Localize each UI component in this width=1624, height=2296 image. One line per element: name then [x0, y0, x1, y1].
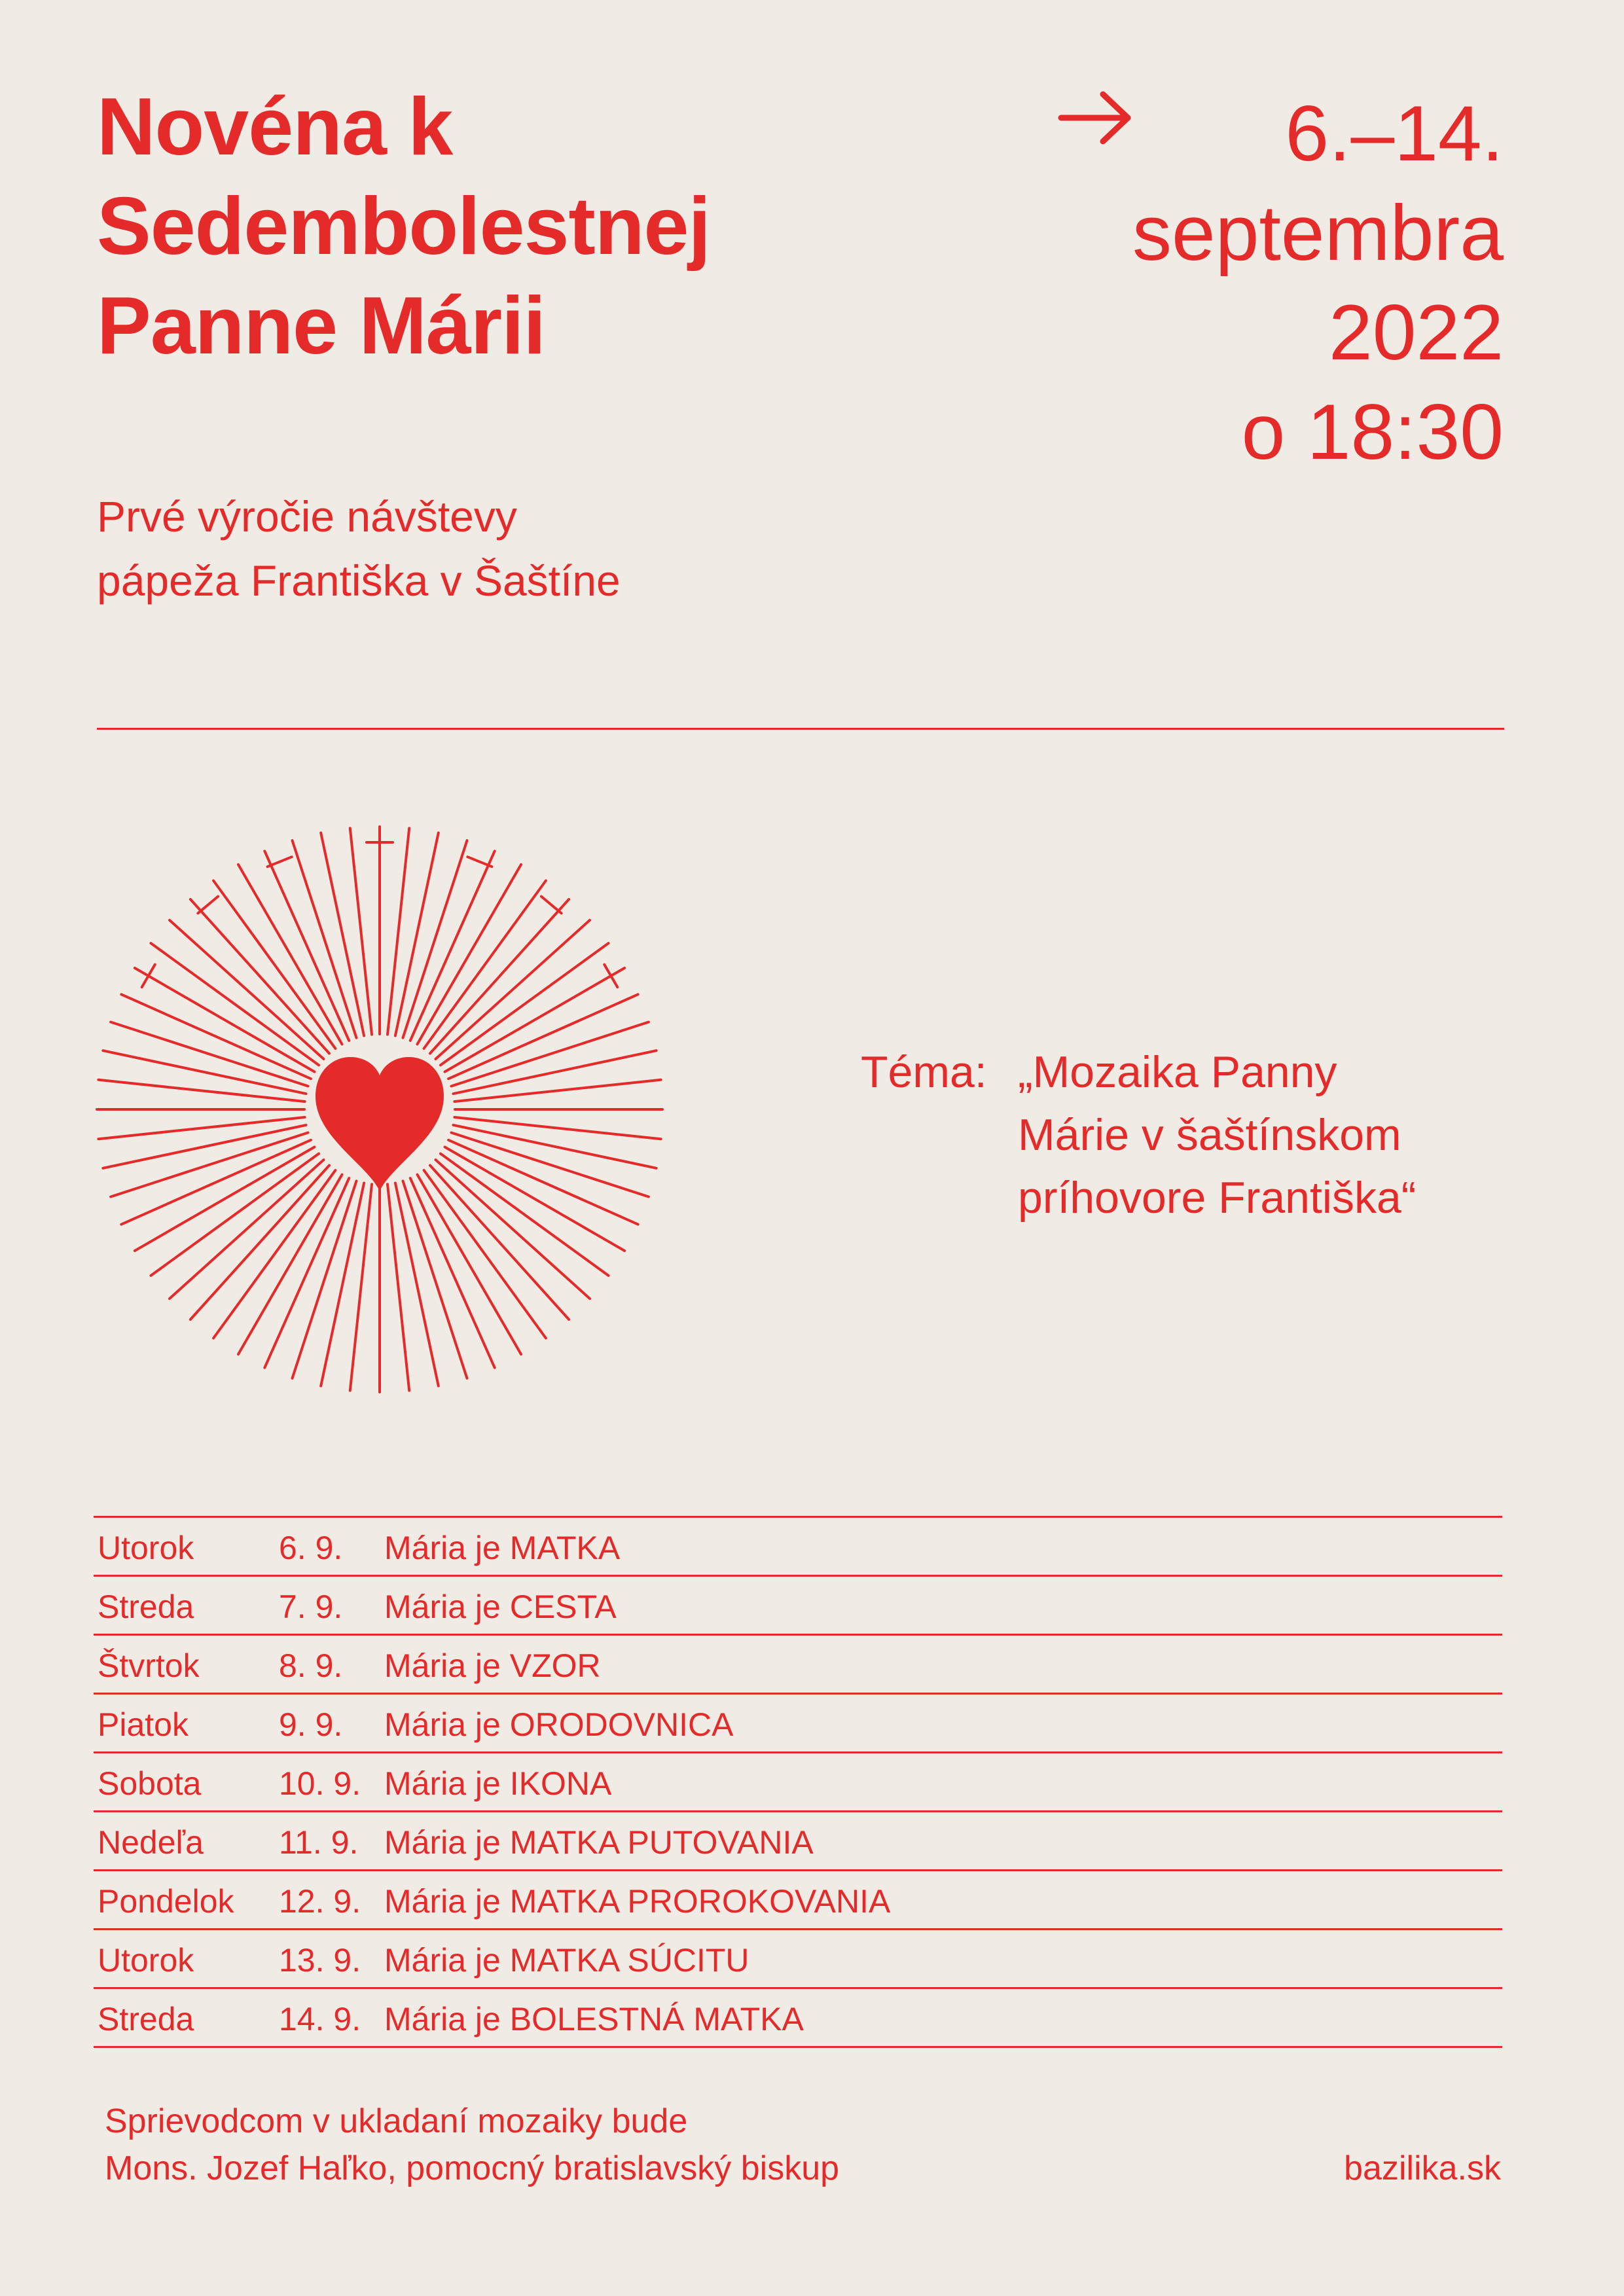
schedule-topic: Mária je IKONA [384, 1765, 612, 1802]
schedule-topic: Mária je MATKA PROROKOVANIA [384, 1883, 891, 1920]
title-line: Novéna k [97, 82, 453, 172]
title-line: Panne Márii [97, 281, 545, 371]
schedule-day: Streda [98, 1588, 194, 1625]
schedule-topic: Mária je MATKA SÚCITU [384, 1942, 749, 1979]
event-subtitle [97, 484, 882, 613]
table-row [94, 1812, 1502, 1871]
ray-line [190, 1166, 329, 1320]
ray-line [121, 994, 311, 1079]
website-link[interactable]: bazilika.sk [1344, 2149, 1501, 2187]
ray-line [403, 840, 467, 1038]
sword-hilt [268, 857, 292, 867]
sword-hilt [604, 965, 617, 988]
schedule-date: 10. 9. [279, 1765, 361, 1802]
ray-line [448, 994, 638, 1079]
ray-line [98, 1117, 304, 1139]
schedule-date: 11. 9. [279, 1824, 359, 1861]
ray-line [388, 828, 409, 1034]
table-row [94, 1989, 1502, 2048]
ray-line [436, 920, 590, 1059]
schedule-day: Pondelok [98, 1883, 234, 1920]
ray-line [293, 1181, 357, 1378]
ray-line [454, 1125, 657, 1168]
footer-line: Sprievodcom v ukladaní mozaiky bude [105, 2102, 688, 2140]
ray-line [410, 1178, 495, 1368]
date-line: septembra [1132, 189, 1504, 277]
schedule-day: Streda [98, 2001, 194, 2037]
table-row [94, 1871, 1502, 1930]
schedule-topic: Mária je VZOR [384, 1647, 601, 1684]
ray-line [350, 1184, 372, 1390]
theme-line: „Mozaika Panny [1018, 1047, 1337, 1097]
theme-label: Téma: [861, 1047, 987, 1097]
table-row [94, 1516, 1502, 1577]
ray-line [430, 899, 569, 1054]
schedule-date: 14. 9. [279, 2001, 361, 2037]
date-line: 6.–14. [1285, 90, 1504, 177]
ray-line [388, 1184, 409, 1390]
ray-line [350, 828, 372, 1034]
ray-line [448, 1140, 638, 1225]
ray-line [111, 1133, 308, 1197]
ray-line [454, 1050, 657, 1094]
schedule-topic: Mária je MATKA [384, 1530, 621, 1566]
schedule-topic: Mária je BOLESTNÁ MATKA [384, 2001, 804, 2037]
subtitle-line: pápeža Františka v Šaštíne [97, 556, 621, 605]
ray-line [451, 1133, 649, 1197]
ray-line [190, 899, 329, 1054]
theme-line: príhovore Františka“ [1018, 1173, 1416, 1223]
ray-line [395, 833, 439, 1035]
ray-line [98, 1080, 304, 1102]
ray-line [103, 1125, 306, 1168]
schedule-date: 8. 9. [279, 1647, 343, 1684]
subtitle-line: Prvé výročie návštevy [97, 492, 517, 541]
ray-line [293, 840, 357, 1038]
schedule-day: Sobota [98, 1765, 202, 1802]
schedule-topic: Mária je MATKA PUTOVANIA [384, 1824, 814, 1861]
ray-line [264, 851, 349, 1041]
event-title [97, 77, 948, 376]
table-row [94, 1577, 1502, 1636]
ray-line [111, 1022, 308, 1086]
schedule-date: 7. 9. [279, 1588, 343, 1625]
ray-line [395, 1183, 439, 1386]
schedule-date: 12. 9. [279, 1883, 361, 1920]
table-row [94, 1930, 1502, 1989]
ray-line [103, 1050, 306, 1094]
schedule-day: Nedeľa [98, 1824, 204, 1861]
sword-hilt [198, 897, 218, 914]
ray-line [321, 1183, 364, 1386]
ray-line [436, 1160, 590, 1299]
divider [97, 728, 1504, 730]
ray-line [410, 851, 495, 1041]
ray-line [264, 1178, 349, 1368]
theme-text [1018, 1041, 1416, 1229]
schedule-day: Piatok [98, 1706, 189, 1743]
schedule-day: Utorok [98, 1530, 194, 1566]
ray-line [121, 1140, 311, 1225]
ray-line [321, 833, 364, 1035]
ray-line [170, 1160, 324, 1299]
table-row [94, 1753, 1502, 1812]
schedule-date: 13. 9. [279, 1942, 361, 1979]
table-row [94, 1636, 1502, 1695]
sword-hilt [142, 965, 155, 988]
ray-line [451, 1022, 649, 1086]
sword-hilt [541, 897, 562, 914]
schedule-topic: Mária je ORODOVNICA [384, 1706, 734, 1743]
date-line: o 18:30 [1241, 388, 1504, 476]
schedule-table [94, 1516, 1502, 2048]
ray-line [403, 1181, 467, 1378]
schedule-topic: Mária je CESTA [384, 1588, 617, 1625]
ray-line [170, 920, 324, 1059]
footer-line: Mons. Jozef Haľko, pomocný bratislavský biskup [105, 2149, 840, 2187]
table-row [94, 1695, 1502, 1753]
ray-line [454, 1080, 660, 1102]
schedule-date: 6. 9. [279, 1530, 343, 1566]
title-line: Sedembolestnej [97, 181, 710, 272]
ray-line [430, 1166, 569, 1320]
sword-hilt [467, 857, 492, 867]
schedule-day: Utorok [98, 1942, 194, 1979]
schedule-day: Štvrtok [98, 1647, 200, 1684]
theme-line: Márie v šaštínskom [1018, 1110, 1401, 1160]
footer-note [105, 2098, 1087, 2192]
ray-line [454, 1117, 660, 1139]
event-date [914, 84, 1504, 482]
date-line: 2022 [1329, 289, 1504, 376]
schedule-date: 9. 9. [279, 1706, 343, 1743]
sacred-heart-icon [92, 821, 668, 1397]
